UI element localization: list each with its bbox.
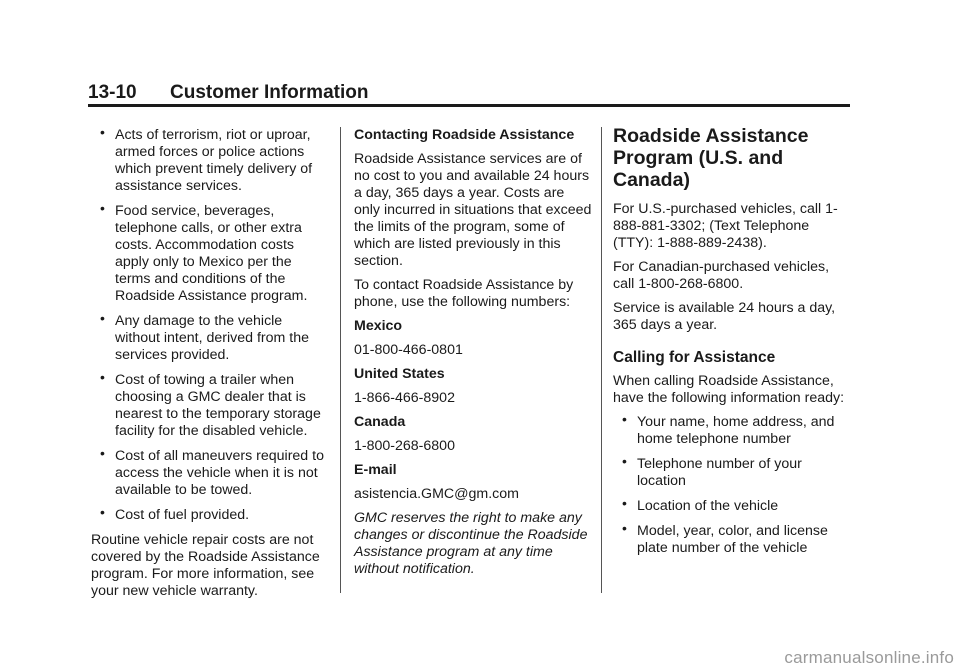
services-paragraph: Roadside Assistance services are of no cost to you and available 24 hours a day, 365 days a year. Costs are only incurred in situations that exceed the limits of the program, some of which are listed previously in this section. [354, 151, 592, 269]
phone-intro-paragraph: To contact Roadside Assistance by phone, use the following numbers: [354, 277, 574, 310]
bullet-icon: • [622, 520, 627, 536]
list-item [91, 369, 327, 440]
calling-intro-paragraph: When calling Roadside Assistance, have the following information ready: [613, 373, 845, 406]
contact-label-mexico: Mexico [354, 318, 403, 334]
list-item-text: Any damage to the vehicle without intent, derived from the services provided. [115, 313, 309, 363]
list-item [613, 453, 851, 490]
column-divider [340, 127, 341, 593]
canada-phone-paragraph: For Canadian-purchased vehicles, call 1-800-268-6800. [613, 259, 830, 292]
exclusion-list [91, 124, 327, 524]
contact-label-email: E-mail [354, 462, 397, 478]
contact-value-us: 1-866-466-8902 [354, 390, 455, 406]
column-3 [613, 127, 851, 565]
contact-value-mexico: 01-800-466-0801 [354, 342, 463, 358]
list-item-text: Cost of towing a trailer when choosing a GMC dealer that is nearest to the temporary storage facility for the disabled vehicle. [115, 372, 321, 439]
column-2 [354, 127, 592, 585]
availability-paragraph: Service is available 24 hours a day, 365 days a year. [613, 300, 836, 333]
contact-label-us: United States [354, 366, 445, 382]
list-item-text: Food service, beverages, telephone calls, or other extra costs. Accommodation costs apply only to Mexico per the terms and conditions of the Roadside Assistance program. [115, 203, 308, 304]
contact-value-email: asistencia.GMC@gm.com [354, 486, 519, 502]
list-item [91, 310, 327, 364]
contact-value-canada: 1-800-268-6800 [354, 438, 455, 454]
calling-heading: Calling for Assistance [613, 349, 776, 366]
bullet-icon: • [100, 369, 105, 385]
list-item-text: Location of the vehicle [637, 498, 779, 514]
bullet-icon: • [100, 445, 105, 461]
bullet-icon: • [100, 200, 105, 216]
list-item [613, 495, 851, 515]
bullet-icon: • [622, 495, 627, 511]
bullet-icon: • [622, 411, 627, 427]
column-divider [601, 127, 602, 593]
us-phone-paragraph: For U.S.-purchased vehicles, call 1-888-881-3302; (Text Telephone (TTY): 1-888-889-2438). [613, 201, 838, 251]
list-item [613, 411, 851, 448]
page-header [88, 80, 850, 106]
list-item [91, 504, 327, 524]
site-watermark: carmanualsonline.info [784, 648, 954, 667]
list-item-text: Cost of fuel provided. [115, 507, 250, 523]
list-item-text: Your name, home address, and home telephone number [637, 414, 835, 447]
list-item [91, 445, 327, 499]
column-1 [91, 124, 327, 607]
bullet-icon: • [100, 310, 105, 326]
program-heading: Roadside Assistance Program (U.S. and Canada) [613, 125, 809, 191]
list-item-text: Cost of all maneuvers required to access the vehicle when it is not available to be towed. [115, 448, 324, 498]
header-rule [88, 104, 850, 107]
info-list [613, 411, 851, 557]
list-item [91, 124, 327, 195]
section-title: Customer Information [170, 82, 369, 103]
list-item-text: Telephone number of your location [637, 456, 802, 489]
bullet-icon: • [622, 453, 627, 469]
bullet-icon: • [100, 504, 105, 520]
list-item-text: Model, year, color, and license plate number of the vehicle [637, 523, 828, 556]
warranty-paragraph: Routine vehicle repair costs are not covered by the Roadside Assistance program. For more information, see your new vehicle warranty. [91, 532, 320, 599]
page-number: 13-10 [88, 82, 137, 103]
disclaimer-note: GMC reserves the right to make any changes or discontinue the Roadside Assistance program at any time without notification. [354, 510, 588, 577]
bullet-icon: • [100, 124, 105, 140]
contacting-heading: Contacting Roadside Assistance [354, 127, 575, 143]
list-item [613, 520, 851, 557]
contact-label-canada: Canada [354, 414, 406, 430]
list-item [91, 200, 327, 305]
list-item-text: Acts of terrorism, riot or uproar, armed forces or police actions which prevent timely delivery of assistance services. [115, 127, 313, 194]
